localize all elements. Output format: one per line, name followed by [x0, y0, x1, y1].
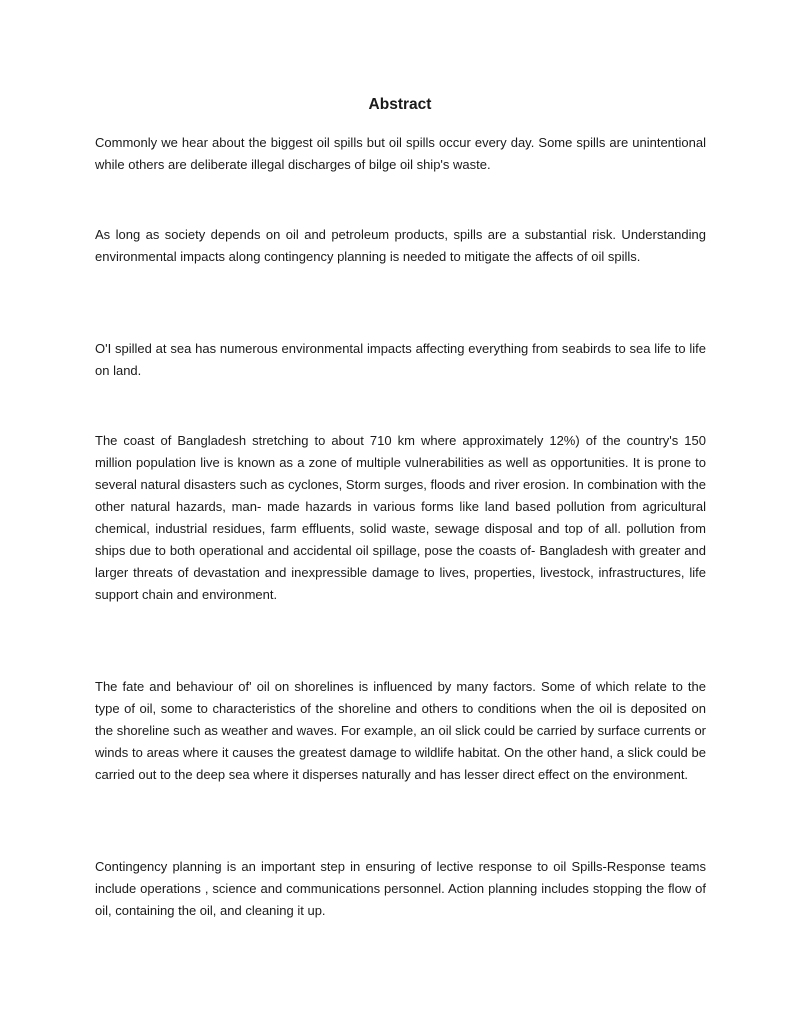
paragraph-6: Contingency planning is an important step in ensuring of lective response to oil Spills-Response teams include operations , science and communications personnel. Action planning includes stopping the flow of oil, containing the oil, and cleaning it up.: [95, 859, 706, 918]
paragraph-5: The fate and behaviour of' oil on shorelines is influenced by many factors. Some of which relate to the type of oil, some to characteristics of the shoreline and others to conditions when the oil is deposited on the shoreline such as weather and waves. For example, an oil slick could be carried by surface currents or winds to areas where it causes the greatest damage to wildlife habitat. On the other hand, a slick could be carried out to the deep sea where it disperses naturally and has lesser direct effect on the environment.: [95, 679, 706, 782]
abstract-heading: Abstract: [368, 96, 432, 113]
paragraph-3: O'I spilled at sea has numerous environmental impacts affecting everything from seabirds to sea life to life on land.: [95, 341, 706, 378]
paragraph-1: Commonly we hear about the biggest oil spills but oil spills occur every day. Some spills are unintentional while others are deliberate illegal discharges of bilge oil ship's waste.: [95, 135, 706, 172]
paragraph-2: As long as society depends on oil and petroleum products, spills are a substantial risk. Understanding environmental impacts along contingency planning is needed to mitigate the affects of oil spills.: [95, 227, 706, 264]
paragraph-4: The coast of Bangladesh stretching to about 710 km where approximately 12%) of the country's 150 million population live is known as a zone of multiple vulnerabilities as well as opportunities. It is prone to several natural disasters such as cyclones, Storm surges, floods and river erosion. In combination with the other natural hazards, man- made hazards in various forms like land based pollution from agricultural chemical, industrial residues, farm effluents, solid waste, sewage disposal and top of all. pollution from ships due to both operational and accidental oil spillage, pose the coasts of- Bangladesh with greater and larger threats of devastation and inexpressible damage to lives, properties, livestock, infrastructures, life support chain and environment.: [95, 433, 706, 602]
